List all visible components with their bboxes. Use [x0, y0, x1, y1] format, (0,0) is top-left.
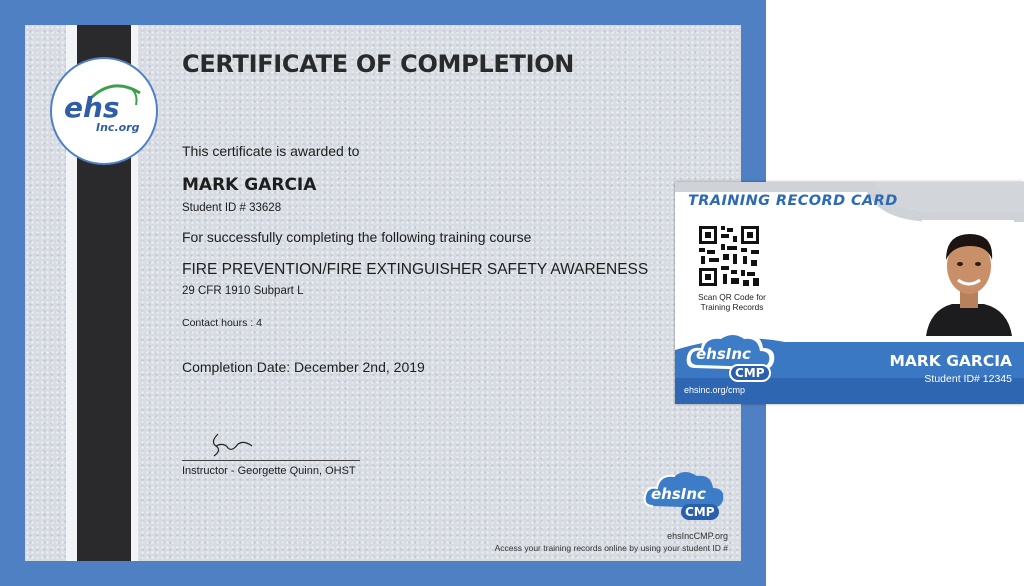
- qr-caption-line-2: Training Records: [700, 302, 764, 312]
- card-ehsinc-cmp-logo: [683, 324, 779, 386]
- card-student-id: Student ID# 12345: [924, 373, 1012, 385]
- training-record-card: [675, 182, 1024, 404]
- cloud-icon: [641, 466, 727, 522]
- awarded-text: This certificate is awarded to: [182, 143, 360, 159]
- qr-caption: [689, 292, 775, 312]
- qr-caption-line-1: Scan QR Code for: [698, 292, 766, 302]
- card-website-link[interactable]: ehsinc.org/cmp: [684, 385, 746, 395]
- ehsinc-cmp-logo: [641, 466, 727, 522]
- course-name: FIRE PREVENTION/FIRE EXTINGUISHER SAFETY AWARENESS: [182, 261, 649, 278]
- qr-code-icon[interactable]: [697, 224, 761, 288]
- student-id: Student ID # 33628: [182, 202, 282, 214]
- logo-text-sub: Inc.org: [96, 121, 140, 134]
- instructor-name: Instructor - Georgette Quinn, OHST: [182, 465, 356, 477]
- certificate-title: CERTIFICATE OF COMPLETION: [182, 50, 575, 78]
- cmp-logo-sub-text: CMP: [685, 505, 715, 519]
- completion-date: Completion Date: December 2nd, 2019: [182, 359, 425, 375]
- certificate-website: ehsIncCMP.org: [667, 531, 728, 541]
- course-regulation: 29 CFR 1910 Subpart L: [182, 285, 304, 297]
- certificate-access-note: Access your training records online by using your student ID #: [494, 543, 728, 553]
- contact-hours: Contact hours : 4: [182, 317, 262, 329]
- ehs-inc-logo: [50, 57, 158, 165]
- recipient-name: MARK GARCIA: [182, 175, 317, 195]
- course-intro: For successfully completing the following training course: [182, 229, 532, 245]
- card-title: TRAINING RECORD CARD: [688, 193, 898, 209]
- logo-text-main: ehs: [64, 91, 120, 124]
- instructor-signature: [200, 428, 260, 458]
- card-holder-name: MARK GARCIA: [889, 352, 1012, 370]
- student-photo: [922, 220, 1014, 336]
- card-cmp-logo-main-text: ehsInc: [696, 345, 751, 363]
- card-cmp-logo-sub-text: CMP: [735, 366, 765, 380]
- signature-line: [182, 460, 360, 461]
- card-cloud-icon: [683, 324, 779, 386]
- cmp-logo-main-text: ehsInc: [651, 485, 706, 503]
